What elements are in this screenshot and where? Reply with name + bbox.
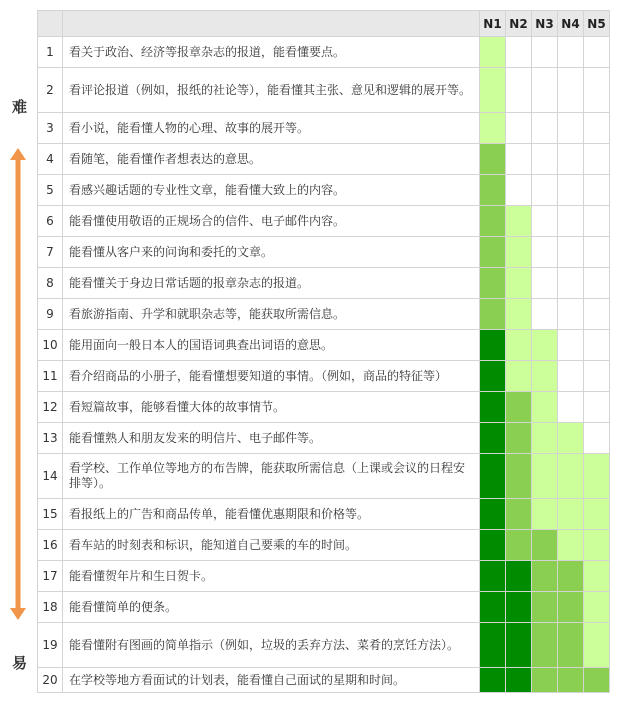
level-cell-n2 (506, 206, 532, 237)
table-row (38, 237, 610, 268)
row-number: 15 (38, 499, 63, 530)
level-cell-n1 (480, 423, 506, 454)
level-cell-n2 (506, 144, 532, 175)
row-description: 能看懂贺年片和生日贺卡。 (63, 561, 480, 592)
level-cell-n1 (480, 330, 506, 361)
level-cell-n3 (532, 392, 558, 423)
table-header-row (38, 11, 610, 37)
level-cell-n5 (584, 175, 610, 206)
level-cell-n2 (506, 268, 532, 299)
level-cell-n2 (506, 361, 532, 392)
level-cell-n1 (480, 37, 506, 68)
level-cell-n5 (584, 361, 610, 392)
level-cell-n1 (480, 623, 506, 668)
header-num-cell (38, 11, 63, 37)
level-cell-n1 (480, 175, 506, 206)
level-cell-n5 (584, 268, 610, 299)
level-cell-n3 (532, 37, 558, 68)
level-cell-n3 (532, 361, 558, 392)
level-cell-n5 (584, 330, 610, 361)
level-cell-n5 (584, 299, 610, 330)
level-cell-n2 (506, 423, 532, 454)
level-cell-n5 (584, 237, 610, 268)
level-cell-n5 (584, 423, 610, 454)
header-level-n4: N4 (558, 11, 584, 37)
row-number: 1 (38, 37, 63, 68)
table-row (38, 37, 610, 68)
table-row (38, 299, 610, 330)
difficulty-easy-label: 易 (12, 654, 28, 672)
level-cell-n1 (480, 206, 506, 237)
row-description: 看关于政治、经济等报章杂志的报道，能看懂要点。 (63, 37, 480, 68)
row-description: 看小说，能看懂人物的心理、故事的展开等。 (63, 113, 480, 144)
level-cell-n3 (532, 237, 558, 268)
level-cell-n4 (558, 499, 584, 530)
row-description: 看介绍商品的小册子，能看懂想要知道的事情。（例如，商品的特征等） (63, 361, 480, 392)
level-cell-n5 (584, 592, 610, 623)
level-cell-n2 (506, 113, 532, 144)
row-number: 11 (38, 361, 63, 392)
level-cell-n2 (506, 561, 532, 592)
level-cell-n4 (558, 392, 584, 423)
level-cell-n1 (480, 499, 506, 530)
level-cell-n2 (506, 299, 532, 330)
level-cell-n4 (558, 623, 584, 668)
table-row (38, 113, 610, 144)
level-cell-n4 (558, 530, 584, 561)
row-description: 看旅游指南、升学和就职杂志等，能获取所需信息。 (63, 299, 480, 330)
level-cell-n5 (584, 68, 610, 113)
level-cell-n4 (558, 206, 584, 237)
row-description: 在学校等地方看面试的计划表，能看懂自己面试的星期和时间。 (63, 668, 480, 693)
row-number: 3 (38, 113, 63, 144)
row-description: 看车站的时刻表和标识，能知道自己要乘的车的时间。 (63, 530, 480, 561)
level-cell-n5 (584, 113, 610, 144)
level-cell-n3 (532, 68, 558, 113)
level-cell-n3 (532, 561, 558, 592)
row-description: 能看懂简单的便条。 (63, 592, 480, 623)
level-cell-n2 (506, 175, 532, 206)
level-cell-n1 (480, 268, 506, 299)
level-cell-n5 (584, 561, 610, 592)
row-description: 看感兴趣话题的专业性文章，能看懂大致上的内容。 (63, 175, 480, 206)
level-cell-n4 (558, 37, 584, 68)
level-cell-n5 (584, 668, 610, 693)
level-cell-n5 (584, 37, 610, 68)
level-cell-n3 (532, 423, 558, 454)
level-cell-n1 (480, 113, 506, 144)
table-row (38, 668, 610, 693)
level-cell-n3 (532, 330, 558, 361)
row-number: 5 (38, 175, 63, 206)
level-cell-n2 (506, 530, 532, 561)
row-description: 看随笔，能看懂作者想表达的意思。 (63, 144, 480, 175)
level-cell-n2 (506, 454, 532, 499)
level-cell-n1 (480, 530, 506, 561)
level-cell-n4 (558, 113, 584, 144)
level-cell-n4 (558, 268, 584, 299)
table-row (38, 68, 610, 113)
level-cell-n1 (480, 299, 506, 330)
level-cell-n3 (532, 268, 558, 299)
level-cell-n2 (506, 392, 532, 423)
level-cell-n4 (558, 561, 584, 592)
header-level-n1: N1 (480, 11, 506, 37)
level-cell-n5 (584, 623, 610, 668)
row-description: 看报纸上的广告和商品传单，能看懂优惠期限和价格等。 (63, 499, 480, 530)
table-row (38, 144, 610, 175)
level-cell-n5 (584, 530, 610, 561)
row-number: 6 (38, 206, 63, 237)
level-cell-n3 (532, 144, 558, 175)
level-cell-n1 (480, 392, 506, 423)
header-level-n5: N5 (584, 11, 610, 37)
table-row (38, 561, 610, 592)
level-cell-n4 (558, 68, 584, 113)
row-description: 能看懂附有图画的简单指示（例如，垃圾的丢弃方法、菜肴的烹饪方法）。 (63, 623, 480, 668)
table-row (38, 392, 610, 423)
row-description: 能看懂关于身边日常话题的报章杂志的报道。 (63, 268, 480, 299)
table-row (38, 592, 610, 623)
row-number: 4 (38, 144, 63, 175)
row-number: 7 (38, 237, 63, 268)
level-cell-n4 (558, 144, 584, 175)
row-number: 12 (38, 392, 63, 423)
level-cell-n4 (558, 237, 584, 268)
level-cell-n3 (532, 175, 558, 206)
level-cell-n2 (506, 499, 532, 530)
level-cell-n3 (532, 623, 558, 668)
level-cell-n4 (558, 299, 584, 330)
difficulty-arrow-icon (6, 148, 30, 620)
row-description: 能用面向一般日本人的国语词典查出词语的意思。 (63, 330, 480, 361)
level-cell-n1 (480, 68, 506, 113)
level-cell-n5 (584, 392, 610, 423)
table-row (38, 499, 610, 530)
row-number: 9 (38, 299, 63, 330)
level-cell-n3 (532, 113, 558, 144)
header-desc-cell (63, 11, 480, 37)
reading-levels-table (37, 10, 610, 693)
table-row (38, 423, 610, 454)
level-cell-n3 (532, 668, 558, 693)
row-number: 20 (38, 668, 63, 693)
level-cell-n3 (532, 530, 558, 561)
level-cell-n2 (506, 37, 532, 68)
table-row (38, 330, 610, 361)
level-cell-n4 (558, 175, 584, 206)
level-cell-n1 (480, 592, 506, 623)
row-number: 16 (38, 530, 63, 561)
level-cell-n1 (480, 361, 506, 392)
level-cell-n5 (584, 454, 610, 499)
row-description: 能看懂熟人和朋友发来的明信片、电子邮件等。 (63, 423, 480, 454)
row-number: 19 (38, 623, 63, 668)
level-cell-n4 (558, 330, 584, 361)
row-number: 14 (38, 454, 63, 499)
level-cell-n5 (584, 144, 610, 175)
row-number: 10 (38, 330, 63, 361)
table-row (38, 175, 610, 206)
row-number: 13 (38, 423, 63, 454)
difficulty-hard-label: 难 (12, 98, 28, 116)
level-cell-n4 (558, 423, 584, 454)
table-row (38, 206, 610, 237)
level-cell-n2 (506, 668, 532, 693)
level-cell-n3 (532, 592, 558, 623)
level-cell-n5 (584, 499, 610, 530)
level-cell-n3 (532, 299, 558, 330)
level-cell-n2 (506, 623, 532, 668)
level-cell-n2 (506, 68, 532, 113)
level-cell-n1 (480, 668, 506, 693)
level-cell-n1 (480, 454, 506, 499)
level-cell-n3 (532, 499, 558, 530)
level-cell-n4 (558, 668, 584, 693)
row-number: 8 (38, 268, 63, 299)
row-number: 18 (38, 592, 63, 623)
row-description: 看学校、工作单位等地方的布告牌，能获取所需信息（上课或会议的日程安排等）。 (63, 454, 480, 499)
level-cell-n1 (480, 561, 506, 592)
row-number: 17 (38, 561, 63, 592)
table-row (38, 268, 610, 299)
table-row (38, 454, 610, 499)
level-cell-n1 (480, 237, 506, 268)
level-cell-n2 (506, 592, 532, 623)
row-description: 能看懂从客户来的问询和委托的文章。 (63, 237, 480, 268)
level-cell-n2 (506, 237, 532, 268)
level-cell-n3 (532, 454, 558, 499)
row-number: 2 (38, 68, 63, 113)
row-description: 看评论报道（例如，报纸的社论等），能看懂其主张、意见和逻辑的展开等。 (63, 68, 480, 113)
level-cell-n4 (558, 454, 584, 499)
level-cell-n5 (584, 206, 610, 237)
level-cell-n4 (558, 592, 584, 623)
level-cell-n2 (506, 330, 532, 361)
header-level-n3: N3 (532, 11, 558, 37)
level-cell-n1 (480, 144, 506, 175)
table-row (38, 530, 610, 561)
level-cell-n4 (558, 361, 584, 392)
level-cell-n3 (532, 206, 558, 237)
row-description: 能看懂使用敬语的正规场合的信件、电子邮件内容。 (63, 206, 480, 237)
table-row (38, 361, 610, 392)
header-level-n2: N2 (506, 11, 532, 37)
table-row (38, 623, 610, 668)
row-description: 看短篇故事，能够看懂大体的故事情节。 (63, 392, 480, 423)
